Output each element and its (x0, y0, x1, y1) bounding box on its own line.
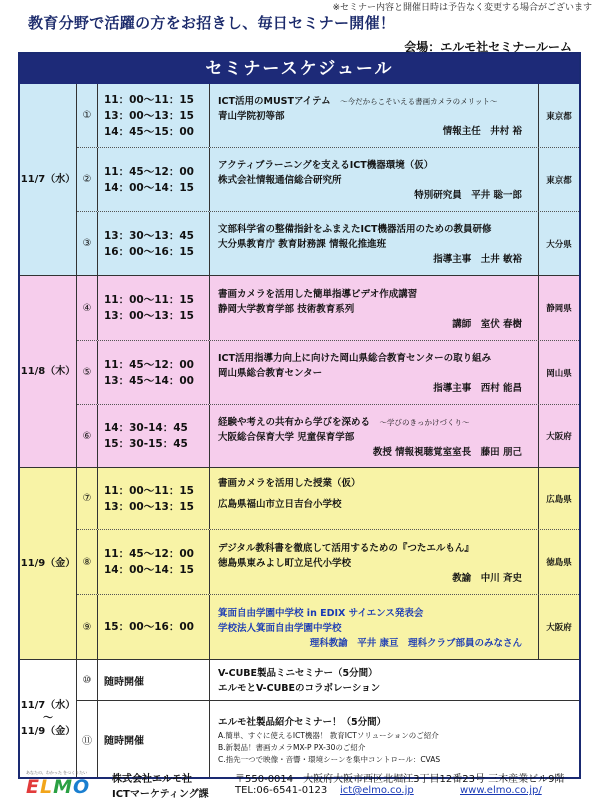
website-link[interactable]: www.elmo.co.jp/ (460, 785, 542, 796)
time-slot: 16：00～16：15 (104, 245, 194, 258)
email-link[interactable]: ict@elmo.co.jp (340, 785, 414, 796)
time-slot: 11：45～12：00 (104, 165, 194, 178)
session-number: ③ (77, 212, 98, 275)
session-content (210, 84, 539, 147)
session-times (98, 341, 210, 404)
prefecture-label: 岡山県 (546, 368, 572, 379)
time-slot: 11：00～11：15 (104, 294, 194, 306)
session-item: A.簡単、すぐに使えるICT機器！ 教育ICTソリューションのご紹介 (218, 730, 439, 740)
session-row-4 (77, 276, 579, 340)
session-times (98, 405, 210, 467)
elmo-logo (12, 770, 98, 798)
session-number: ④ (77, 276, 98, 340)
session-content (210, 276, 539, 340)
session-content (210, 148, 539, 211)
session-org: 岡山県総合教育センター (218, 368, 323, 379)
session-row-5 (77, 340, 579, 404)
time-slot: 13：00～13：15 (104, 500, 194, 513)
time-slot: 13：00～13：15 (104, 310, 194, 322)
session-number: ⑤ (77, 341, 98, 404)
session-org: 広島県福山市立日吉台小学校 (218, 499, 342, 510)
session-speaker: 特別研究員 平井 聡一郎 (414, 190, 522, 201)
session-row-9 (77, 594, 579, 659)
time-slot: 11：45～12：00 (104, 358, 194, 371)
session-number: ⑨ (77, 595, 98, 659)
session-times (98, 530, 210, 594)
date-cell: 11/9（金） (20, 468, 77, 659)
session-number: ⑦ (77, 468, 98, 529)
session-row-10 (77, 660, 579, 700)
session-content (210, 405, 539, 467)
session-speaker: 情報主任 井村 裕 (442, 126, 522, 137)
headline: 教育分野で活躍の方をお招きし、毎日セミナー開催！ (28, 14, 396, 32)
time-slot: 14：30-14：45 (104, 422, 188, 434)
time-slot: 13：30～13：45 (104, 229, 194, 242)
disclaimer-note: ※セミナー内容と開催日時は予告なく変更する場合がございます (332, 3, 592, 13)
venue: 会場：エルモ社セミナールーム (404, 40, 572, 54)
daily-label: 随時開催 (98, 701, 210, 777)
session-content (210, 212, 539, 275)
session-row-8 (77, 529, 579, 594)
session-org: 静岡大学教育学部 技術教育系列 (218, 303, 355, 315)
session-number: ⑩ (77, 660, 98, 700)
schedule-table (18, 52, 581, 779)
session-number: ① (77, 84, 98, 147)
session-title: 箕面自由学園中学校 in EDIX サイエンス発表会 (218, 607, 424, 619)
session-speaker: 教授 情報視聴覚室室長 藤田 朋己 (372, 446, 522, 458)
session-row-2 (77, 147, 579, 211)
session-title: 文部科学省の整備指針をふまえたICT機器活用のための教員研修 (218, 224, 492, 235)
session-org: 青山学院初等部 (218, 111, 285, 122)
session-times (98, 148, 210, 211)
session-number: ⑧ (77, 530, 98, 594)
day-group-11-8 (20, 275, 579, 467)
time-slot: 11：00～11：15 (104, 93, 194, 106)
session-subtitle: ～学びのきっかけづくり～ (379, 417, 470, 427)
daily-label: 随時開催 (98, 660, 210, 700)
department-name: ICTマーケティング課 (112, 789, 209, 800)
prefecture-label: 大阪府 (546, 623, 572, 633)
session-row-1 (77, 84, 579, 147)
session-org: 学校法人箕面自由学園中学校 (218, 622, 342, 634)
session-title: ICT活用のMUSTアイテム (218, 96, 331, 107)
date-cell: 11/7（水） (20, 84, 77, 275)
daily-group (20, 659, 579, 777)
session-org: 大阪総合保育大学 児童保育学部 (218, 431, 355, 443)
time-slot: 14：00～14：15 (104, 181, 194, 194)
time-slot: 15：00～16：00 (104, 621, 194, 633)
session-number: ② (77, 148, 98, 211)
session-times (98, 212, 210, 275)
session-item: B.新製品！書画カメラMX-P PX-30のご紹介 (218, 742, 366, 752)
time-slot: 14：45～15：00 (104, 125, 194, 138)
time-slot: 13：45～14：00 (104, 374, 194, 387)
date-sep: ～ (43, 713, 53, 724)
day-group-11-7 (20, 84, 579, 275)
phone: TEL:06-6541-0123 (235, 785, 328, 796)
session-org: 株式会社情報通信総合研究所 (218, 175, 342, 186)
session-times (98, 468, 210, 529)
session-title: 経験や考えの共有から学びを深める (218, 416, 371, 428)
session-number: ⑥ (77, 405, 98, 467)
session-title: 書画カメラを活用した授業（仮） (218, 478, 361, 489)
session-times (98, 84, 210, 147)
session-content (210, 595, 539, 659)
session-title: 書画カメラを活用した簡単指導ビデオ作成講習 (218, 288, 418, 300)
prefecture-label: 東京都 (546, 111, 572, 122)
session-org: 徳島県東みよし町立足代小学校 (218, 557, 352, 569)
session-subline: エルモとV-CUBEのコラボレーション (218, 683, 381, 694)
prefecture-label: 大分県 (546, 239, 572, 250)
session-title: デジタル教科書を徹底して活用するための『つたエルもん』 (218, 542, 474, 554)
session-speaker: 指導主事 西村 能昌 (433, 383, 522, 394)
session-item: C.指先一つで映像・音響・環境シーンを集中コントロール：CVAS (218, 754, 441, 764)
session-speaker: 教諭 中川 斉史 (452, 572, 522, 584)
session-times (98, 595, 210, 659)
schedule-title: セミナースケジュール (20, 54, 579, 84)
session-content (210, 660, 579, 700)
session-title: アクティブラーニングを支えるICT機器環境（仮） (218, 160, 434, 171)
prefecture-label: 大阪府 (546, 432, 572, 442)
address: 〒550-0014 大阪府大阪市西区北堀江3丁目12番23号 三木産業ビル9階 (235, 774, 565, 785)
day-group-11-9 (20, 467, 579, 659)
prefecture-label: 静岡県 (546, 304, 572, 314)
date-range-cell (20, 660, 77, 777)
session-title: V-CUBE製品ミニセミナー（5分間） (218, 668, 378, 679)
prefecture-label: 東京都 (546, 175, 572, 186)
date-cell: 11/8（木） (20, 276, 77, 467)
session-row-7 (77, 468, 579, 529)
time-slot: 11：00～11：15 (104, 484, 194, 497)
prefecture-label: 徳島県 (546, 558, 572, 568)
logo-tagline: あなたの、わかった をつくりたい (26, 770, 88, 775)
session-times (98, 276, 210, 340)
session-title: エルモ社製品紹介セミナー！（5分間） (218, 716, 387, 728)
session-subtitle: ～今だからこそいえる書画カメラのメリット～ (340, 97, 498, 106)
footer (0, 768, 600, 800)
time-slot: 15：30-15：45 (104, 438, 188, 450)
time-slot: 11：45～12：00 (104, 548, 194, 560)
session-speaker: 理科教諭 平井 康亘 理科クラブ部員のみなさん (309, 637, 522, 649)
session-org: 大分県教育庁 教育財務課 情報化推進班 (218, 239, 387, 250)
session-speaker: 講師 室伏 春樹 (452, 318, 522, 330)
session-content (210, 341, 539, 404)
session-row-11 (77, 700, 579, 777)
session-row-3 (77, 211, 579, 275)
date-from: 11/7（水） (20, 700, 76, 711)
session-number: ⑪ (77, 701, 98, 777)
time-slot: 13：00～13：15 (104, 109, 194, 122)
session-title: ICT活用指導力向上に向けた岡山県総合教育センターの取り組み (218, 353, 492, 364)
time-slot: 14：00～14：15 (104, 564, 194, 576)
logo-wordmark: ELMO (26, 776, 91, 798)
session-content (210, 701, 579, 777)
session-speaker: 指導主事 土井 敏裕 (433, 254, 522, 265)
company-name: 株式会社エルモ社 (112, 774, 192, 785)
session-content (210, 468, 539, 529)
session-content (210, 530, 539, 594)
session-row-6 (77, 404, 579, 467)
date-to: 11/9（金） (20, 726, 76, 737)
prefecture-label: 広島県 (546, 494, 572, 505)
